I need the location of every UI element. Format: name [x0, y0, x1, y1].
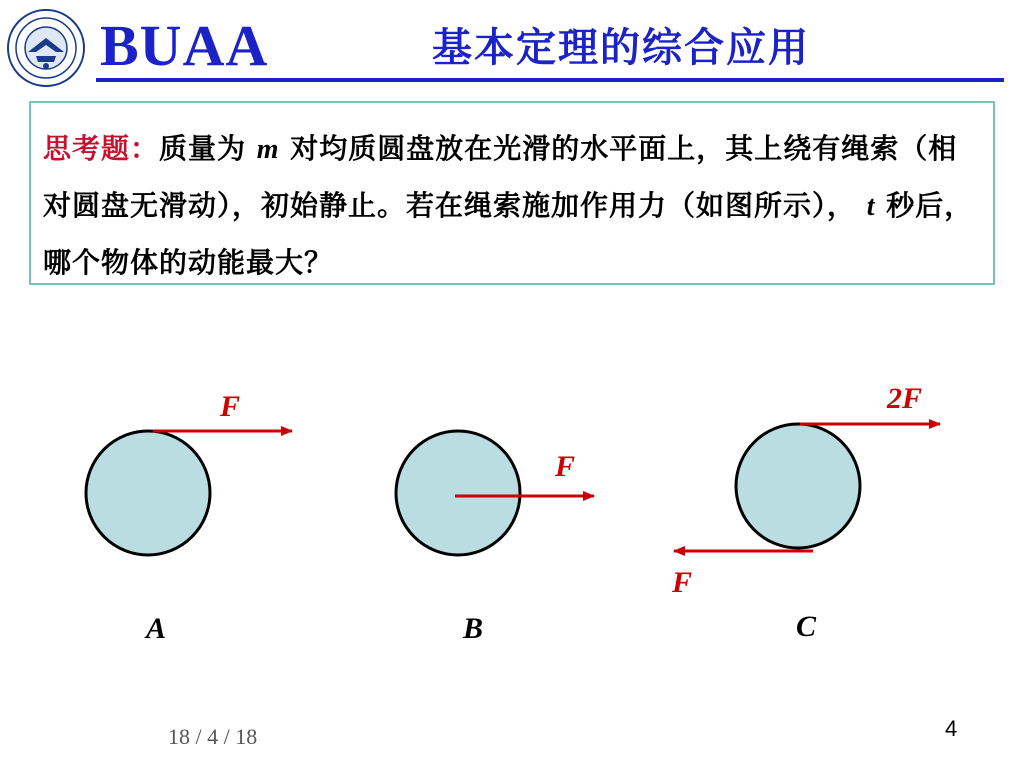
case-c: [671, 382, 940, 643]
disk-a: [86, 431, 210, 555]
case-label-a: A: [146, 612, 167, 645]
force-diagram: [0, 360, 1024, 660]
university-seal-icon: [6, 8, 86, 88]
question-part-3: 秒后， 哪个物体的动能最大？: [43, 189, 974, 279]
time-variable: t: [866, 191, 876, 222]
force-label-c-bottom: F: [672, 566, 693, 599]
case-label-b: B: [463, 612, 484, 645]
slide-date: 18 / 4 / 18: [168, 724, 258, 749]
question-box: [29, 101, 995, 285]
disk-c: [736, 424, 860, 548]
mass-variable: m: [256, 134, 280, 165]
force-label-b: F: [555, 450, 576, 483]
case-label-c: C: [796, 610, 817, 643]
case-b: [396, 431, 594, 645]
page-number: 4: [945, 716, 958, 741]
force-label-c-top: 2F: [887, 382, 923, 415]
question-text: [43, 121, 979, 291]
brand-name: BUAA: [100, 13, 269, 78]
case-a: [86, 390, 292, 645]
question-part-2: 对均质圆盘放在光滑的水平面上，其上绕有绳索（相对圆盘无滑动），初始静止。若在绳索施加作用力（如图所示），: [43, 132, 958, 222]
header-divider: [96, 78, 1004, 82]
disk-b: [396, 431, 520, 555]
question-part-1: 质量为: [159, 132, 257, 165]
slide-title: 基本定理的综合应用: [432, 24, 810, 71]
question-lead: 思考题：: [43, 132, 160, 165]
force-label-a: F: [220, 390, 241, 423]
